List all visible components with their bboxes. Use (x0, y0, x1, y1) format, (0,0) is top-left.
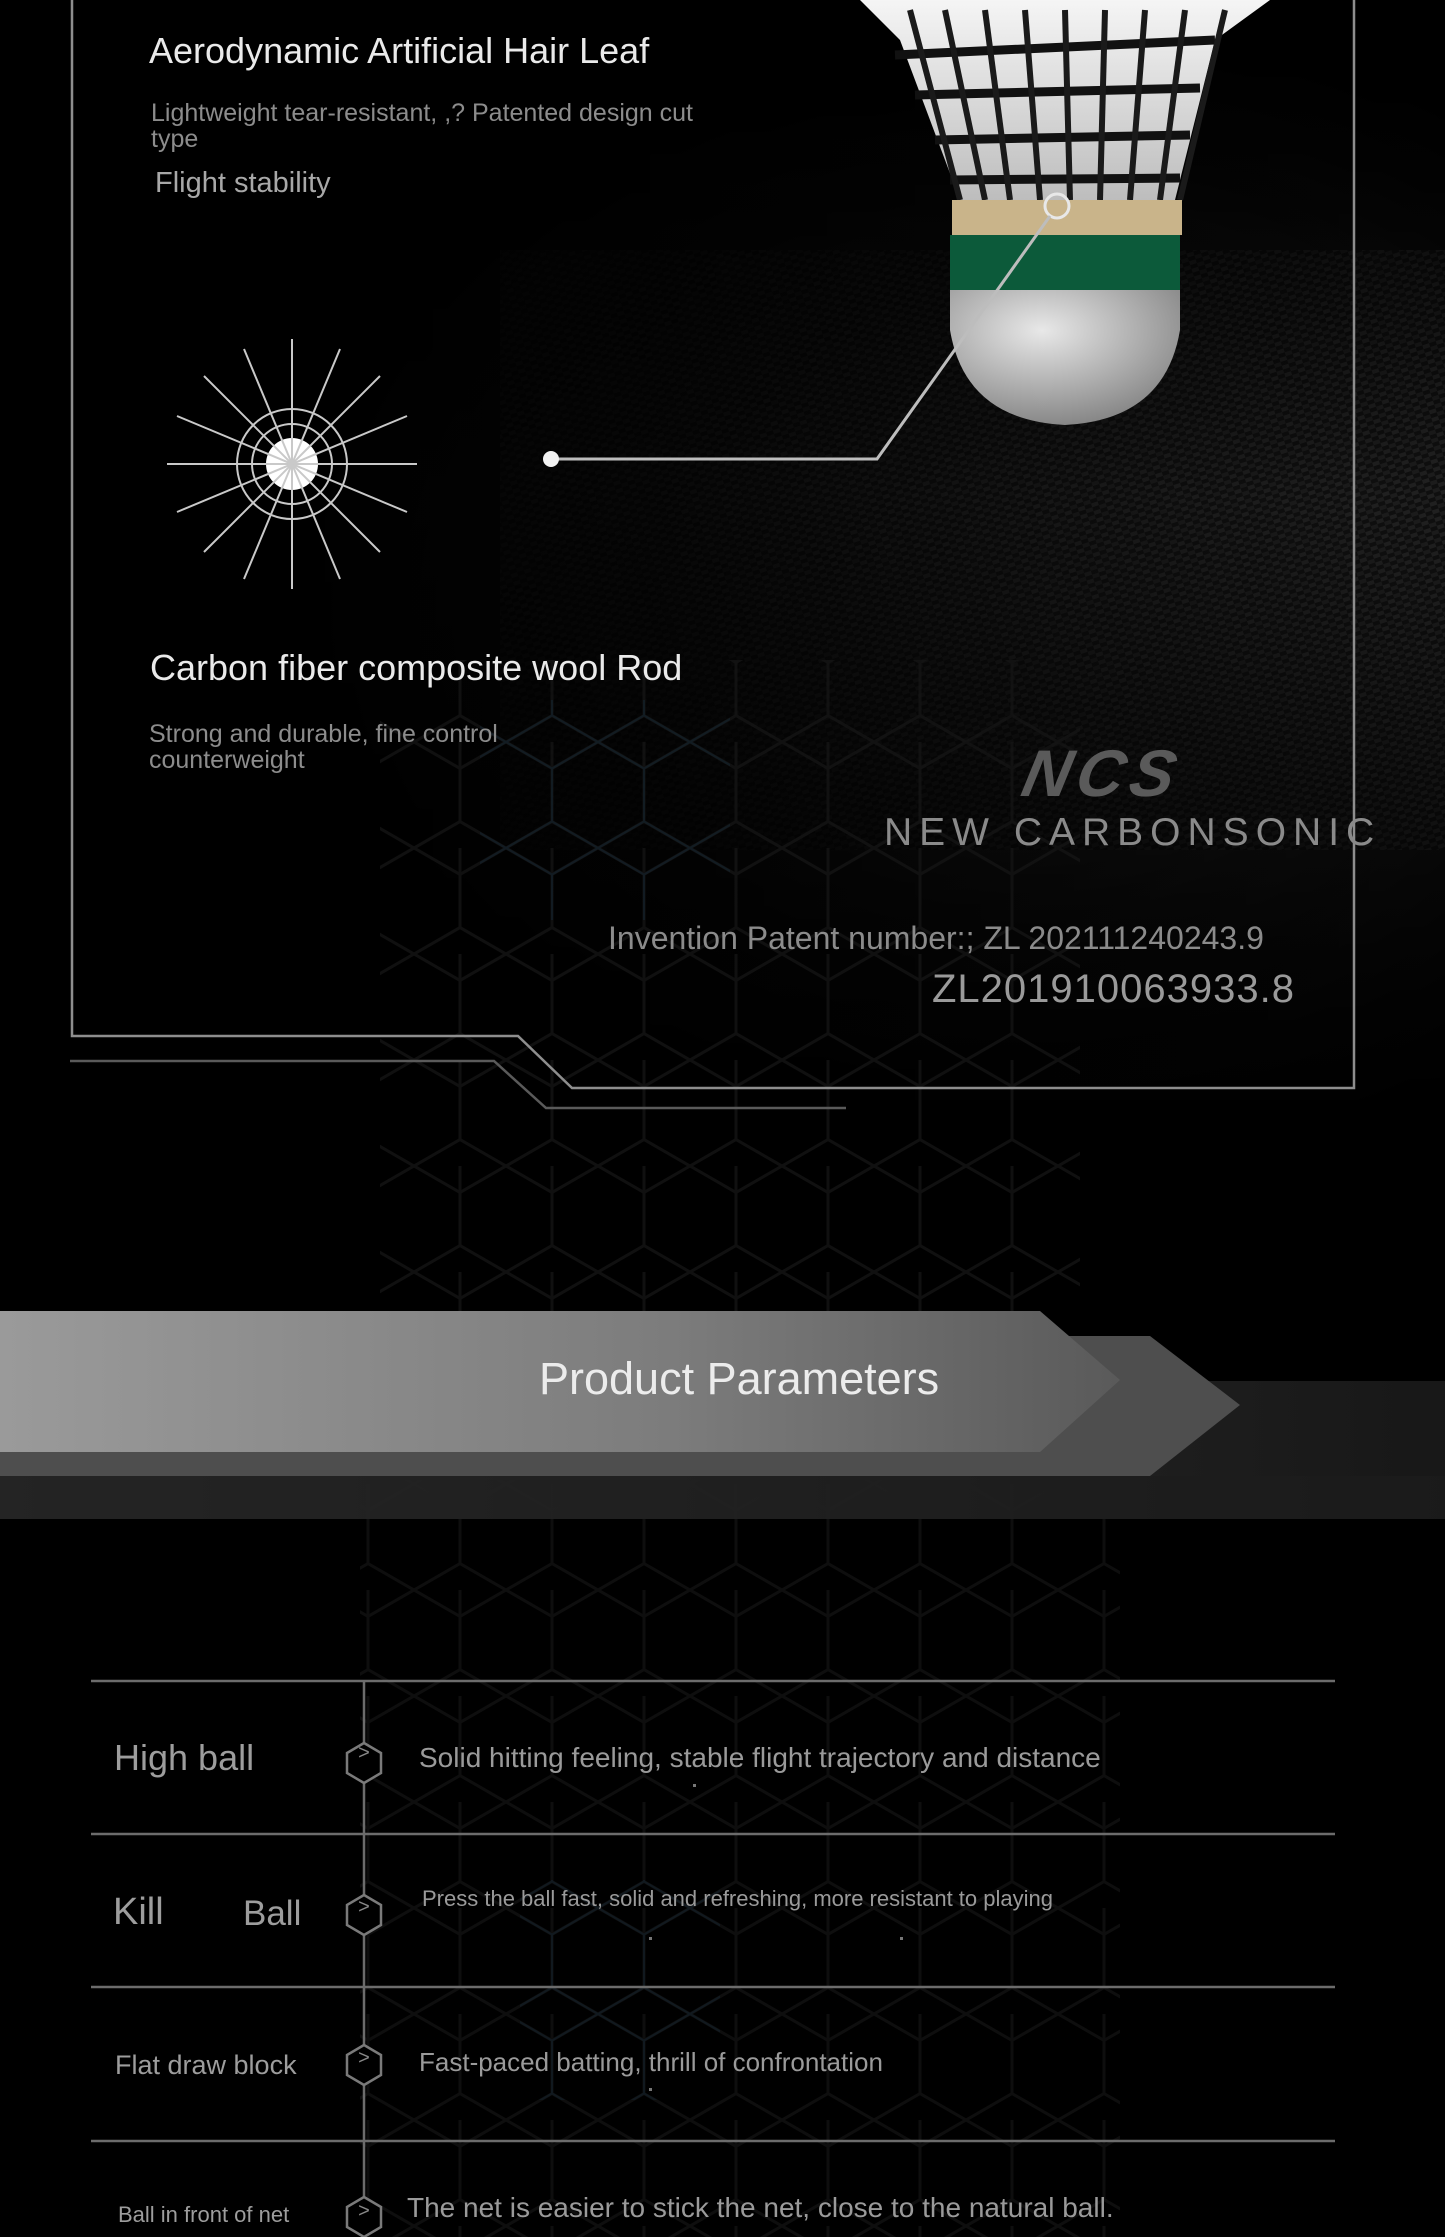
param-label-ball-front-net: Ball in front of net (118, 2202, 290, 2227)
feature-title-rod: Carbon fiber composite wool Rod (150, 647, 683, 688)
section-banner (0, 1311, 1445, 1519)
param-label-high-ball: High ball (114, 1737, 255, 1778)
patent-line-1: Invention Patent number:; ZL 202111240243.9 (608, 920, 1264, 956)
decorative-dot (649, 1937, 652, 1940)
param-desc-high-ball: Solid hitting feeling, stable flight trajectory and distance (419, 1742, 1101, 1773)
decorative-dot (649, 2088, 652, 2091)
feature-sub-hair-leaf: Flight stability (155, 167, 331, 199)
brand-logo: NCS (1016, 736, 1190, 810)
patent-line-2: ZL201910063933.8 (932, 967, 1295, 1011)
starburst-icon (167, 339, 417, 589)
param-label-ball: Ball (243, 1894, 302, 1933)
decorative-dot (693, 1784, 696, 1787)
feature-desc-hair-leaf: Lightweight tear-resistant, ,? Patented design cut type (151, 99, 693, 153)
param-desc-flat-draw-block: Fast-paced batting, thrill of confrontation (419, 2047, 883, 2077)
decorative-dot (900, 1937, 903, 1940)
chevron-right-icon: > (358, 1896, 370, 1918)
chevron-right-icon: > (358, 2047, 370, 2069)
brand-name: NEW CARBONSONIC (884, 811, 1382, 854)
param-desc-ball-front-net: The net is easier to stick the net, close to the natural ball. (407, 2192, 1114, 2223)
param-desc-kill-ball: Press the ball fast, solid and refreshing, more resistant to playing (422, 1886, 1053, 1911)
section-title: Product Parameters (539, 1353, 940, 1404)
chevron-right-icon: > (358, 2200, 370, 2222)
feature-desc-rod: Strong and durable, fine control counterweight (149, 720, 498, 774)
feature-title-hair-leaf: Aerodynamic Artificial Hair Leaf (149, 30, 650, 71)
chevron-right-icon: > (358, 1742, 370, 1764)
param-label-flat-draw-block: Flat draw block (115, 2050, 297, 2080)
param-label-kill: Kill (113, 1891, 164, 1933)
